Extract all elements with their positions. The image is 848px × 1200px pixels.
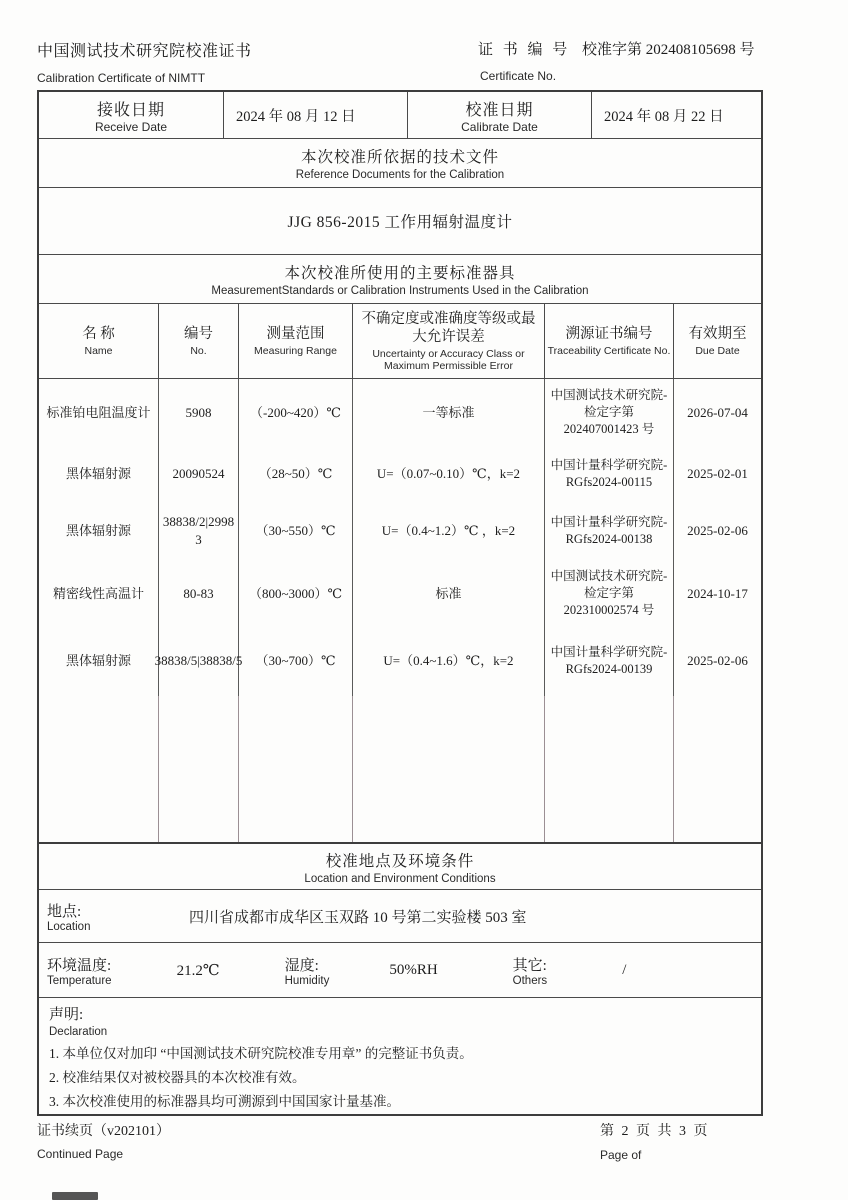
reference-document: JJG 856-2015 工作用辐射温度计 xyxy=(39,188,761,255)
receive-date-value: 2024 年 08 月 12 日 xyxy=(224,92,408,138)
document-title-en: Calibration Certificate of NIMTT xyxy=(37,71,206,85)
table-cell-traceability: 中国计量科学研究院-RGfs2024-00139 xyxy=(545,626,674,696)
certificate-number-value: 校准字第 202408105698 号 xyxy=(582,42,755,58)
continued-page-label-en: Continued Page xyxy=(37,1147,124,1161)
humidity-label: 湿度: Humidity xyxy=(284,957,330,987)
page-footer xyxy=(37,1120,763,1161)
column-header-range: 测量范围 Measuring Range xyxy=(239,304,353,378)
certificate-number-label-cn: 证 书 编 号 xyxy=(478,42,571,58)
document-header xyxy=(37,38,763,85)
empty-cell xyxy=(545,696,674,842)
column-header-no: 编号 No. xyxy=(159,304,239,378)
receive-date-label: 接收日期 Receive Date xyxy=(39,92,224,138)
location-section-header: 校准地点及环境条件 Location and Environment Conditions xyxy=(39,842,761,890)
table-cell-range: （30~700）℃ xyxy=(239,626,353,696)
empty-cell xyxy=(353,696,545,842)
table-cell-name: 黑体辐射源 xyxy=(39,446,159,501)
table-cell-due: 2025-02-01 xyxy=(687,465,748,481)
table-cell-due: 2026-07-04 xyxy=(687,404,748,420)
reference-section-header: 本次校准所依据的技术文件 Reference Documents for the Calibration xyxy=(39,139,761,188)
declaration-label-cn: 声明: xyxy=(49,1007,84,1023)
column-header-uncertainty: 不确定度或准确度等级或最大允许误差 Uncertainty or Accuracy Class or Maximum Permissible Error xyxy=(353,304,545,378)
location-row xyxy=(39,890,761,943)
table-cell-uncertainty: U=（0.4~1.2）℃ ，k=2 xyxy=(353,501,545,561)
declaration-item: 2. 校准结果仅对被校器具的本次校准有效。 xyxy=(49,1070,306,1085)
others-value: / xyxy=(622,961,627,978)
calibrate-date-label: 校准日期 Calibrate Date xyxy=(408,92,592,138)
declaration-label-en: Declaration xyxy=(49,1026,108,1038)
table-cell-no: 20090524 xyxy=(159,446,239,501)
table-cell-no: 5908 xyxy=(159,379,239,446)
table-cell-no: 38838/5|38838/5 xyxy=(159,626,239,696)
table-cell-uncertainty: 标准 xyxy=(353,561,545,626)
empty-cell xyxy=(39,696,159,842)
table-cell-name: 精密线性高温计 xyxy=(39,561,159,626)
calibrate-date-value: 2024 年 08 月 22 日 xyxy=(604,108,724,125)
empty-cell xyxy=(239,696,353,842)
column-header-traceability: 溯源证书编号 Traceability Certificate No. xyxy=(545,304,674,378)
temperature-label: 环境温度: Temperature xyxy=(47,957,112,987)
continued-page-label-cn: 证书续页（v202101） xyxy=(37,1124,170,1139)
column-header-name: 名 称 Name xyxy=(39,304,159,378)
table-cell-name: 黑体辐射源 xyxy=(39,626,159,696)
temperature-value: 21.2℃ xyxy=(176,962,220,979)
table-cell-traceability: 中国测试技术研究院-检定字第 202407001423 号 xyxy=(545,379,674,446)
certificate-number-block xyxy=(478,38,763,85)
document-title-cn: 中国测试技术研究院校准证书 xyxy=(37,43,252,60)
page-number-cn: 第 2 页 共 3 页 xyxy=(600,1124,710,1139)
table-cell-traceability: 中国测试技术研究院-检定字第 202310002574 号 xyxy=(545,561,674,626)
table-cell-range: （800~3000）℃ xyxy=(239,561,353,626)
column-header-due-date: 有效期至 Due Date xyxy=(688,325,747,357)
table-cell-no: 80-83 xyxy=(159,561,239,626)
humidity-value: 50%RH xyxy=(389,961,438,978)
table-cell-traceability: 中国计量科学研究院-RGfs2024-00138 xyxy=(545,501,674,561)
table-cell-uncertainty: 一等标准 xyxy=(353,379,545,446)
declaration-item: 3. 本次校准使用的标准器具均可溯源到中国国家计量基准。 xyxy=(49,1094,400,1109)
standards-table-header xyxy=(39,304,761,379)
table-cell-name: 标准铂电阻温度计 xyxy=(39,379,159,446)
declaration-item: 1. 本单位仅对加印 “中国测试技术研究院校准专用章” 的完整证书负责。 xyxy=(49,1046,473,1061)
empty-cell xyxy=(159,696,239,842)
location-label: 地点: Location xyxy=(47,903,91,933)
table-cell-due: 2025-02-06 xyxy=(687,653,748,668)
standards-section-header: 本次校准所使用的主要标准器具 MeasurementStandards or Calibration Instruments Used in the Calibration xyxy=(39,255,761,304)
footer-right xyxy=(600,1120,710,1162)
table-cell-due: 2024-10-17 xyxy=(687,585,748,601)
certificate-number-line xyxy=(478,38,763,59)
table-cell-range: （28~50）℃ xyxy=(239,446,353,501)
certificate-body xyxy=(37,90,763,1116)
table-cell-range: （-200~420）℃ xyxy=(239,379,353,446)
scan-artifact xyxy=(52,1192,98,1200)
table-cell-due: 2025-02-06 xyxy=(687,523,748,538)
date-table xyxy=(39,92,761,139)
declaration-section xyxy=(39,998,761,1118)
header-title-block xyxy=(37,38,252,85)
table-cell-range: （30~550）℃ xyxy=(239,501,353,561)
empty-cell xyxy=(674,696,761,842)
location-value: 四川省成都市成华区玉双路 10 号第二实验楼 503 室 xyxy=(189,909,527,926)
table-cell-name: 黑体辐射源 xyxy=(39,501,159,561)
table-cell-traceability: 中国计量科学研究院-RGfs2024-00115 xyxy=(545,446,674,501)
others-label: 其它: Others xyxy=(512,957,548,987)
environment-row xyxy=(39,943,761,998)
table-cell-no: 38838/2|2998 3 xyxy=(159,501,239,561)
table-cell-uncertainty: U=（0.4~1.6）℃，k=2 xyxy=(353,626,545,696)
certificate-number-label-en: Certificate No. xyxy=(480,69,557,83)
page-number-en: Page of xyxy=(600,1148,642,1162)
table-cell-uncertainty: U=（0.07~0.10）℃，k=2 xyxy=(353,446,545,501)
standards-table-body xyxy=(39,379,761,842)
